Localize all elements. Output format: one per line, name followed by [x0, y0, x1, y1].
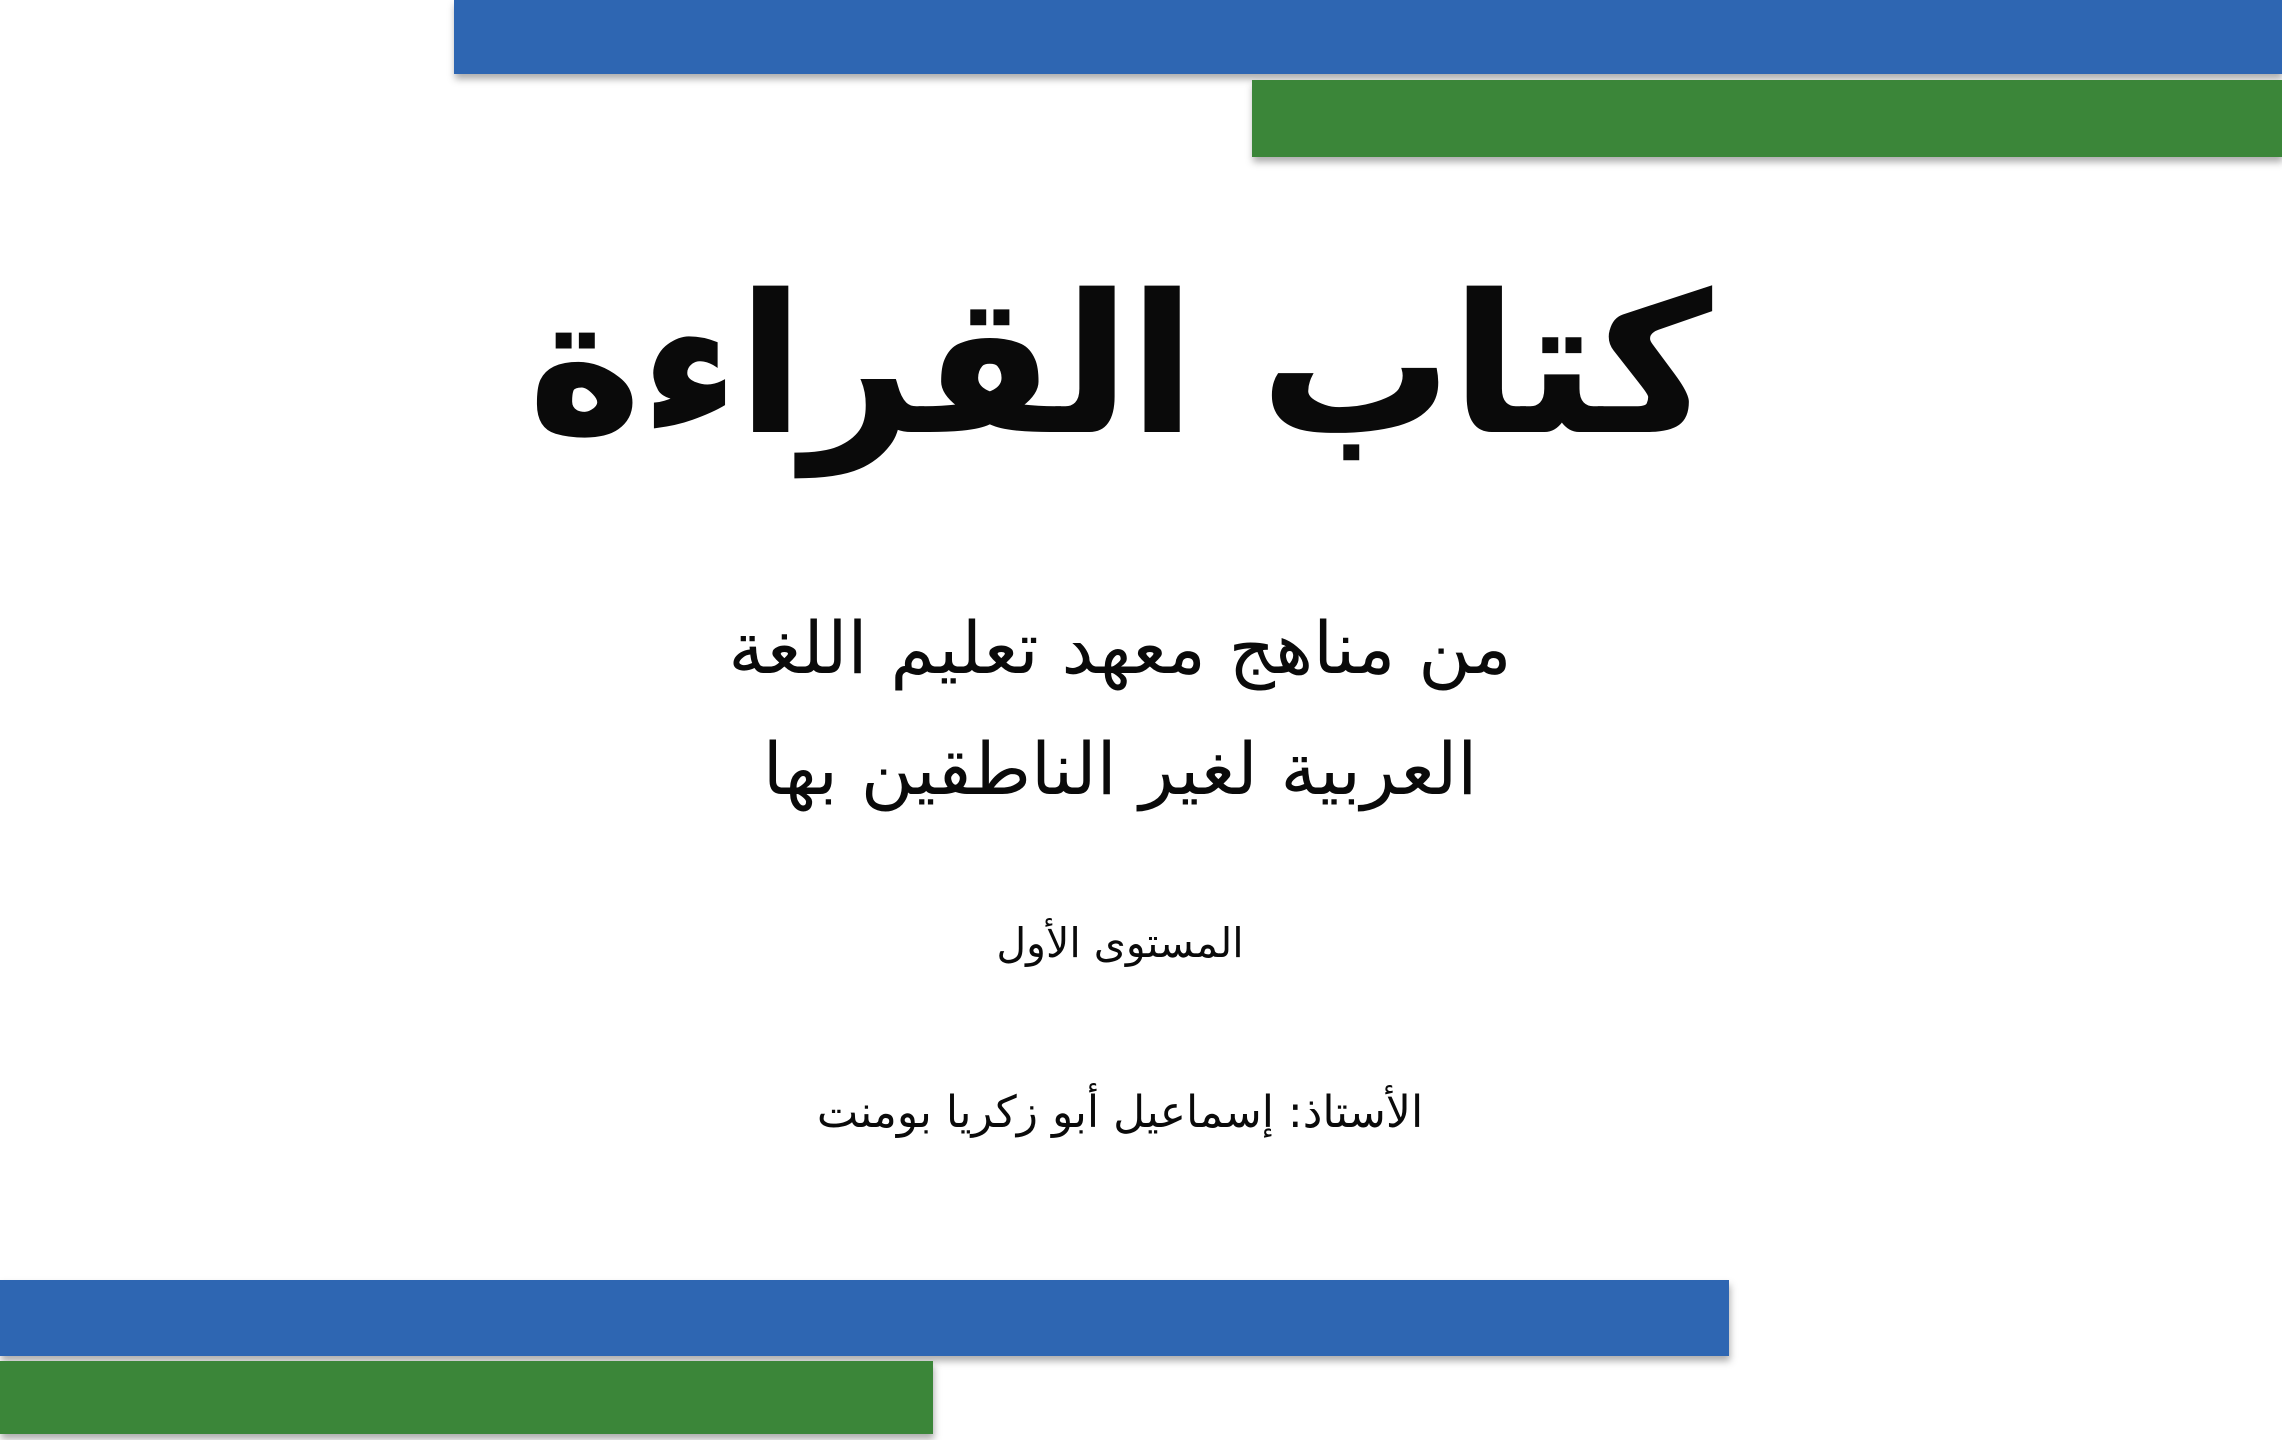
subtitle-line-1: من مناهج معهد تعليم اللغة — [728, 606, 1512, 690]
bottom-blue-band — [0, 1280, 1729, 1356]
slide-title: كتاب القراءة — [528, 255, 1712, 476]
author-line: الأستاذ: إسماعيل أبو زكريا بومنت — [816, 1087, 1424, 1138]
slide-subtitle — [420, 588, 1820, 830]
slide-text-block — [420, 0, 1820, 1440]
subtitle-line-2: العربية لغير الناطقين بها — [762, 726, 1478, 811]
level-label: المستوى الأول — [996, 919, 1244, 967]
bottom-green-band — [0, 1361, 933, 1434]
